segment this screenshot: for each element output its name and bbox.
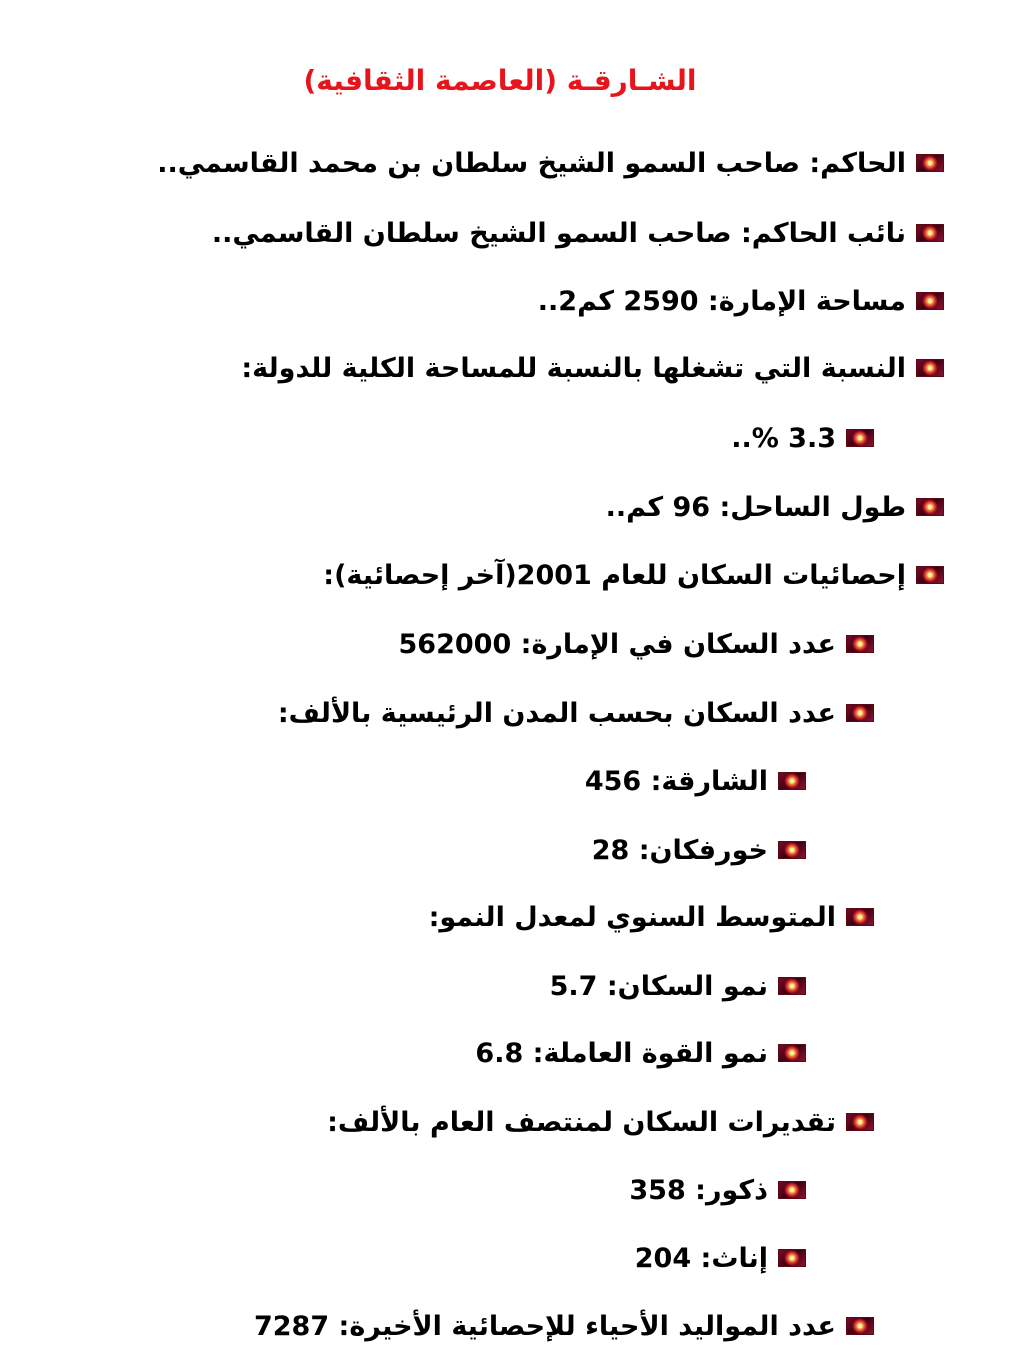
list-item bbox=[592, 831, 806, 871]
flower-bullet-icon bbox=[846, 1317, 874, 1335]
flower-bullet-icon bbox=[778, 1181, 806, 1199]
item-text: خورفكان: 28 bbox=[591, 835, 768, 866]
item-text: الحاكم: صاحب السمو الشيخ سلطان بن محمد القاسمي.. bbox=[157, 148, 906, 179]
item-text: طول الساحل: 96 كم.. bbox=[605, 492, 906, 523]
flower-bullet-icon bbox=[916, 154, 944, 172]
flower-bullet-icon bbox=[846, 1113, 874, 1131]
list-item bbox=[429, 898, 874, 938]
flower-bullet-icon bbox=[778, 772, 806, 790]
flower-bullet-icon bbox=[916, 359, 944, 377]
item-text: النسبة التي تشغلها بالنسبة للمساحة الكلية للدولة: bbox=[241, 353, 906, 384]
flower-bullet-icon bbox=[916, 566, 944, 584]
item-text: عدد السكان بحسب المدن الرئيسية بالألف: bbox=[277, 698, 836, 729]
flower-bullet-icon bbox=[778, 977, 806, 995]
list-item bbox=[278, 694, 874, 734]
list-item bbox=[327, 1103, 874, 1143]
item-text: إناث: 204 bbox=[634, 1243, 768, 1274]
item-text: نائب الحاكم: صاحب السمو الشيخ سلطان القاسمي.. bbox=[211, 218, 906, 249]
item-text: نمو القوة العاملة: 6.8 bbox=[475, 1038, 768, 1069]
item-text: إحصائيات السكان للعام 2001(آخر إحصائية): bbox=[323, 560, 906, 591]
flower-bullet-icon bbox=[916, 292, 944, 310]
list-item bbox=[254, 1307, 874, 1347]
item-text: عدد المواليد الأحياء للإحصائية الأخيرة: 7287 bbox=[253, 1311, 836, 1342]
item-text: 3.3 %.. bbox=[731, 423, 836, 454]
flower-bullet-icon bbox=[778, 841, 806, 859]
list-item bbox=[585, 762, 806, 802]
list-item bbox=[606, 488, 944, 528]
flower-bullet-icon bbox=[846, 429, 874, 447]
list-item bbox=[550, 967, 806, 1007]
flower-bullet-icon bbox=[846, 908, 874, 926]
list-item bbox=[241, 349, 944, 389]
list-item bbox=[323, 556, 944, 596]
page-title: الشـارقـة (العاصمة الثقافية) bbox=[303, 64, 697, 97]
list-item bbox=[629, 1171, 806, 1211]
list-item bbox=[635, 1239, 806, 1279]
item-text: الشارقة: 456 bbox=[584, 766, 768, 797]
flower-bullet-icon bbox=[846, 704, 874, 722]
list-item bbox=[157, 144, 944, 184]
list-item bbox=[538, 282, 944, 322]
list-item bbox=[475, 1034, 806, 1074]
flower-bullet-icon bbox=[778, 1249, 806, 1267]
item-text: ذكور: 358 bbox=[629, 1175, 768, 1206]
item-text: المتوسط السنوي لمعدل النمو: bbox=[428, 902, 836, 933]
item-text: مساحة الإمارة: 2590 كم2.. bbox=[537, 286, 906, 317]
item-text: عدد السكان في الإمارة: 562000 bbox=[398, 629, 836, 660]
item-text: نمو السكان: 5.7 bbox=[549, 971, 768, 1002]
item-text: تقديرات السكان لمنتصف العام بالألف: bbox=[327, 1107, 836, 1138]
list-item bbox=[212, 214, 944, 254]
flower-bullet-icon bbox=[916, 224, 944, 242]
list-item bbox=[731, 419, 874, 459]
flower-bullet-icon bbox=[846, 635, 874, 653]
flower-bullet-icon bbox=[916, 498, 944, 516]
flower-bullet-icon bbox=[778, 1044, 806, 1062]
list-item bbox=[399, 625, 874, 665]
